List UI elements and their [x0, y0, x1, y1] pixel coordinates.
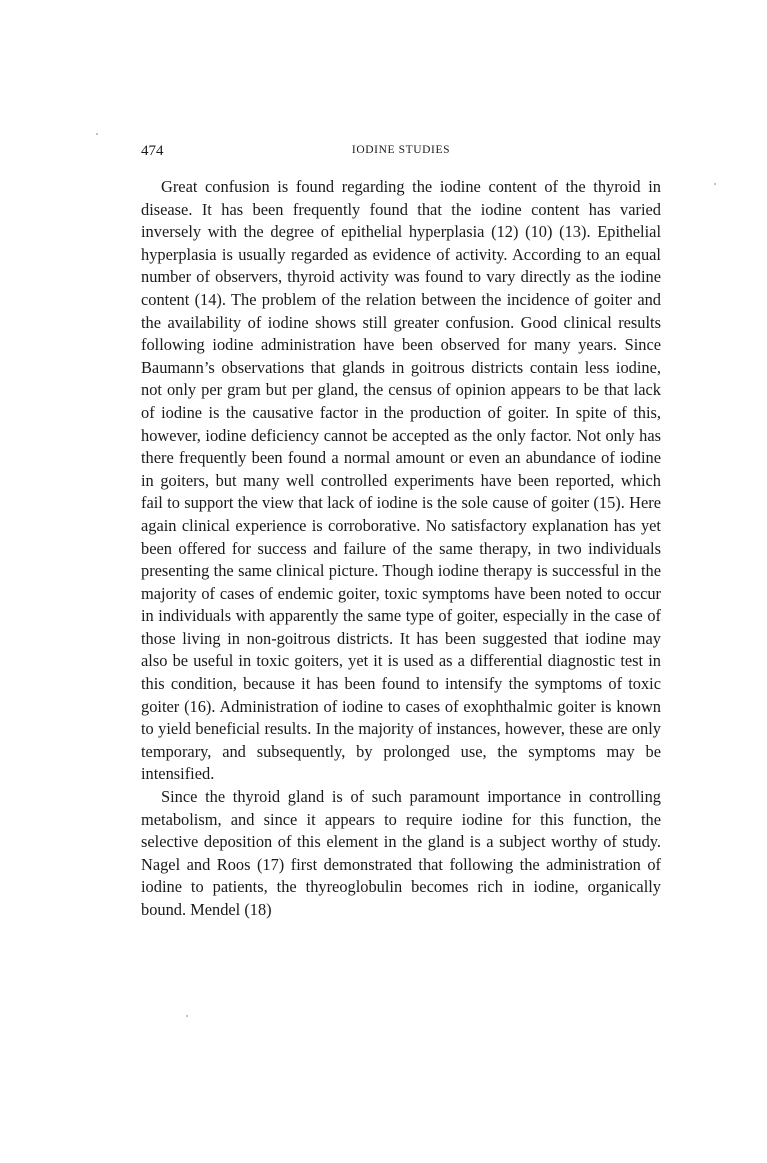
scan-speck: [714, 183, 716, 185]
body-text: [141, 176, 661, 922]
running-head: IODINE STUDIES: [351, 144, 451, 156]
scan-speck: [96, 133, 98, 135]
paragraph: Since the thyroid gland is of such paramount importance in controlling metabolism, and since it appears to require iodine for this function, the selective deposition of this element in the gland is a subject worthy of study. Nagel and Roos (17) first demonstrated that following the administration of iodine to patients, the thyreoglobulin becomes rich in iodine, organically bound. Mendel (18): [141, 787, 661, 919]
page-header: [141, 143, 661, 163]
page-number: 474: [141, 143, 164, 159]
paragraph: Great confusion is found regarding the iodine content of the thyroid in disease. It has been frequently found that the iodine content has varied inversely with the degree of epithelial hyperplasia (12) (10) (13). Epithelial hyperplasia is usually regarded as evidence of activity. According to an equal number of observers, thyroid activity was found to vary directly as the iodine content (14). The problem of the relation between the incidence of goiter and the availability of iodine shows still greater confusion. Good clinical results following iodine administration have been observed for many years. Since Baumann’s observations that glands in goitrous districts contain less iodine, not only per gram but per gland, the census of opinion appears to be that lack of iodine is the causative factor in the production of goiter. In spite of this, however, iodine deficiency cannot be accepted as the only factor. Not only has there frequently been found a normal amount or even an abundance of iodine in goiters, but many well controlled experiments have been reported, which fail to support the view that lack of iodine is the sole cause of goiter (15). Here again clinical experience is corroborative. No satisfactory explanation has yet been offered for success and failure of the same therapy, in two individuals presenting the same clinical picture. Though iodine therapy is successful in the majority of cases of endemic goiter, toxic symptoms have been noted to occur in individuals with apparently the same type of goiter, especially in the case of those living in non-goitrous districts. It has been suggested that iodine may also be useful in toxic goiters, yet it is used as a differential diagnostic test in this condition, because it has been found to intensify the symptoms of toxic goiter (16). Administration of iodine to cases of exophthalmic goiter is known to yield beneficial results. In the majority of instances, however, these are only temporary, and subsequently, by prolonged use, the symptoms may be intensified.: [141, 177, 661, 784]
scan-speck: [186, 1015, 188, 1017]
